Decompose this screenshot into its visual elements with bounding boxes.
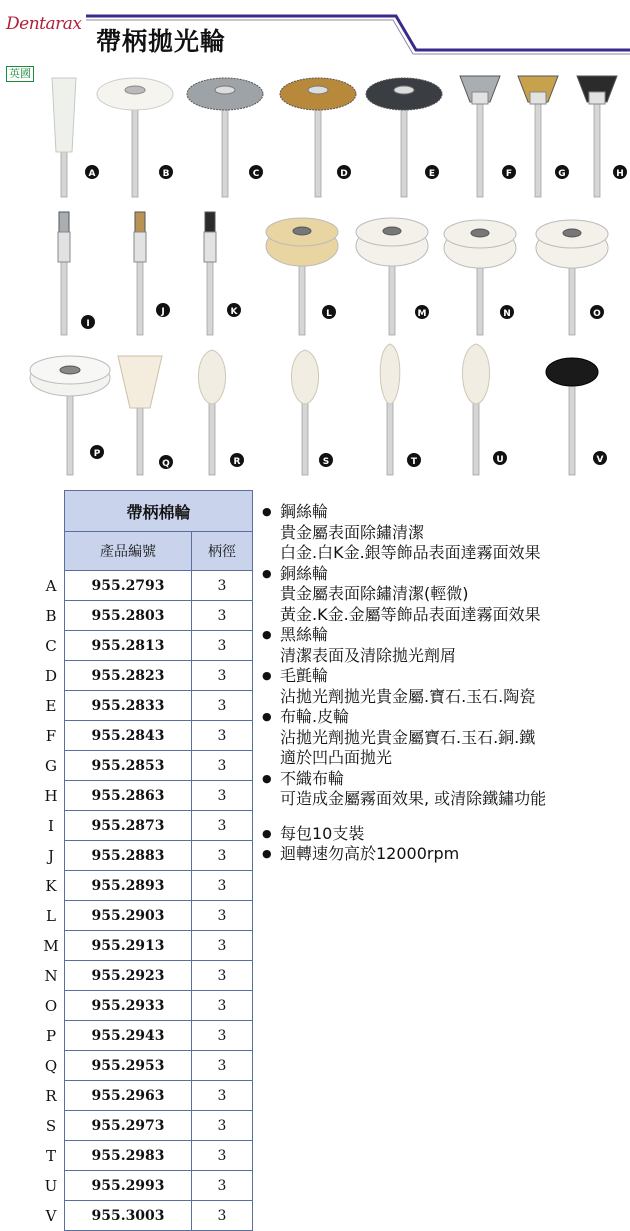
product-v — [546, 358, 607, 475]
product-d — [280, 78, 356, 197]
product-code: 955.2803 — [65, 601, 192, 631]
row-letter: F — [45, 726, 57, 745]
note-line: 清潔表面及清除拋光劑屑 — [280, 645, 457, 665]
table-row — [38, 901, 253, 931]
shank-diameter: 3 — [192, 721, 253, 751]
product-k — [204, 212, 241, 335]
page-title: 帶柄拋光輪 — [96, 27, 227, 56]
product-code: 955.2933 — [65, 991, 192, 1021]
product-code: 955.2873 — [65, 811, 192, 841]
shank-diameter: 3 — [192, 871, 253, 901]
table-row — [38, 751, 253, 781]
shank-diameter: 3 — [192, 1111, 253, 1141]
product-letter: H — [616, 169, 624, 179]
row-letter: D — [44, 666, 58, 685]
table-row — [38, 571, 253, 601]
product-code: 955.2963 — [65, 1081, 192, 1111]
table-row — [38, 1021, 253, 1051]
row-letter: N — [44, 966, 58, 985]
table-row — [38, 931, 253, 961]
row-letter: U — [44, 1176, 58, 1195]
shank-diameter: 3 — [192, 1201, 253, 1231]
product-r — [198, 350, 244, 475]
product-h — [577, 76, 627, 197]
row-letter: R — [45, 1086, 57, 1105]
product-j — [134, 212, 170, 335]
product-letter: U — [496, 455, 504, 465]
row-letter: H — [44, 786, 58, 805]
note-line: 白金.白K金.銀等飾品表面達霧面效果 — [280, 543, 541, 562]
table-row — [38, 631, 253, 661]
note-line: 貴金屬表面除鏽清潔 — [280, 522, 425, 542]
shank-diameter: 3 — [192, 901, 253, 931]
row-letter: C — [45, 636, 57, 655]
product-code: 955.2943 — [65, 1021, 192, 1051]
shank-diameter: 3 — [192, 1141, 253, 1171]
product-b — [97, 78, 173, 197]
note-line: 沾拋光劑拋光貴金屬寶石.玉石.銅.鐵 — [280, 727, 536, 747]
note-heading: ● 每包10支裝 — [262, 824, 622, 845]
product-g — [518, 76, 569, 197]
note-heading: ● 黑絲輪 — [262, 625, 622, 646]
product-letter: G — [558, 169, 566, 179]
page-header — [0, 0, 630, 60]
product-letter: M — [417, 309, 427, 319]
product-code: 955.2953 — [65, 1051, 192, 1081]
note-line: 黃金.K金.金屬等飾品表面達霧面效果 — [280, 604, 541, 624]
product-m — [356, 218, 429, 335]
product-t — [380, 344, 421, 475]
shank-diameter: 3 — [192, 961, 253, 991]
product-code: 955.2863 — [65, 781, 192, 811]
note-heading: ● 鋼絲輪 — [262, 502, 622, 523]
product-letter: P — [93, 449, 101, 459]
product-letter: S — [322, 457, 330, 467]
row-letter: M — [43, 936, 59, 955]
note-line: 可造成金屬霧面效果, 或清除鐵鏽功能 — [280, 789, 547, 808]
product-letter: O — [593, 309, 601, 319]
table-row — [38, 661, 253, 691]
note-line: 貴金屬表面除鏽清潔(輕微) — [280, 584, 469, 603]
shank-diameter: 3 — [192, 931, 253, 961]
product-letter: L — [326, 309, 332, 319]
product-code: 955.3003 — [65, 1201, 192, 1231]
row-letter: G — [45, 756, 57, 775]
table-row — [38, 691, 253, 721]
row-letter: J — [47, 846, 54, 865]
product-letter: V — [596, 455, 604, 465]
column-header-code: 產品編號 — [65, 532, 192, 571]
product-table-wrap — [38, 490, 253, 1231]
row-letter: I — [48, 816, 54, 835]
product-code: 955.2883 — [65, 841, 192, 871]
note-heading: ● 銅絲輪 — [262, 564, 622, 585]
product-table — [38, 490, 253, 1231]
table-row — [38, 871, 253, 901]
table-row — [38, 1081, 253, 1111]
product-u — [462, 344, 507, 475]
product-letter: N — [503, 309, 511, 319]
row-letter: Q — [44, 1056, 58, 1075]
table-row — [38, 841, 253, 871]
shank-diameter: 3 — [192, 811, 253, 841]
product-letter: R — [233, 457, 241, 467]
table-row — [38, 991, 253, 1021]
table-row — [38, 781, 253, 811]
shank-diameter: 3 — [192, 751, 253, 781]
product-code: 955.2893 — [65, 871, 192, 901]
product-letter: I — [86, 319, 90, 329]
shank-diameter: 3 — [192, 991, 253, 1021]
product-letter: E — [428, 169, 436, 179]
column-header-diameter: 柄徑 — [192, 532, 253, 571]
product-letter: T — [410, 457, 418, 467]
product-letter: K — [230, 307, 238, 317]
product-code: 955.2813 — [65, 631, 192, 661]
shank-diameter: 3 — [192, 571, 253, 601]
product-letter: C — [252, 169, 260, 179]
shank-diameter: 3 — [192, 1081, 253, 1111]
product-letter: A — [88, 169, 96, 179]
table-row — [38, 1141, 253, 1171]
product-o — [536, 220, 608, 335]
row-letter: S — [45, 1116, 57, 1135]
shank-diameter: 3 — [192, 691, 253, 721]
header-rule — [0, 0, 630, 60]
shank-diameter: 3 — [192, 601, 253, 631]
note-heading: ● 不織布輪 — [262, 769, 622, 790]
table-row — [38, 811, 253, 841]
note-heading: ● 迴轉速勿高於12000rpm — [262, 844, 622, 865]
product-code: 955.2833 — [65, 691, 192, 721]
table-row — [38, 721, 253, 751]
note-line: 沾拋光劑拋光貴金屬.寶石.玉石.陶瓷 — [280, 686, 536, 706]
row-letter: V — [45, 1206, 57, 1225]
product-l — [266, 218, 338, 335]
shank-diameter: 3 — [192, 631, 253, 661]
product-code: 955.2853 — [65, 751, 192, 781]
shank-diameter: 3 — [192, 781, 253, 811]
note-heading: ● 毛氈輪 — [262, 666, 622, 687]
product-letter: F — [505, 169, 513, 179]
product-s — [291, 350, 333, 475]
shank-diameter: 3 — [192, 661, 253, 691]
note-heading: ● 布輪.皮輪 — [262, 707, 622, 728]
product-code: 955.2823 — [65, 661, 192, 691]
product-letter: J — [161, 307, 165, 317]
product-q — [118, 356, 173, 475]
row-letter: E — [45, 696, 57, 715]
table-row — [38, 601, 253, 631]
product-n — [444, 220, 516, 335]
product-code: 955.2843 — [65, 721, 192, 751]
origin-badge: 英國 — [6, 66, 34, 82]
brand-logo-text: Dentarax — [6, 14, 82, 34]
product-code: 955.2913 — [65, 931, 192, 961]
table-title: 帶柄棉輪 — [65, 491, 253, 532]
table-row — [38, 1171, 253, 1201]
row-letter: P — [45, 1026, 57, 1045]
product-a — [52, 78, 99, 197]
product-illustrations — [0, 60, 630, 480]
table-row — [38, 961, 253, 991]
product-letter: Q — [162, 459, 170, 469]
shank-diameter: 3 — [192, 1171, 253, 1201]
product-p — [30, 356, 110, 475]
table-row — [38, 1111, 253, 1141]
product-i — [58, 212, 95, 335]
product-f — [460, 76, 516, 197]
row-letter: O — [44, 996, 58, 1015]
table-row — [38, 1051, 253, 1081]
note-line: 適於凹凸面拋光 — [280, 748, 393, 767]
shank-diameter: 3 — [192, 1021, 253, 1051]
product-c — [187, 78, 263, 197]
product-e — [366, 78, 442, 197]
table-row — [38, 1201, 253, 1231]
shank-diameter: 3 — [192, 841, 253, 871]
shank-diameter: 3 — [192, 1051, 253, 1081]
product-code: 955.2923 — [65, 961, 192, 991]
product-notes — [262, 502, 622, 865]
row-letter: K — [45, 876, 57, 895]
product-code: 955.2973 — [65, 1111, 192, 1141]
row-letter: B — [45, 606, 57, 625]
product-letter: B — [162, 169, 170, 179]
row-letter: T — [45, 1146, 56, 1165]
product-code: 955.2793 — [65, 571, 192, 601]
row-letter: A — [45, 576, 57, 595]
product-code: 955.2903 — [65, 901, 192, 931]
product-letter: D — [340, 169, 348, 179]
product-code: 955.2983 — [65, 1141, 192, 1171]
row-letter: L — [46, 906, 56, 925]
product-code: 955.2993 — [65, 1171, 192, 1201]
